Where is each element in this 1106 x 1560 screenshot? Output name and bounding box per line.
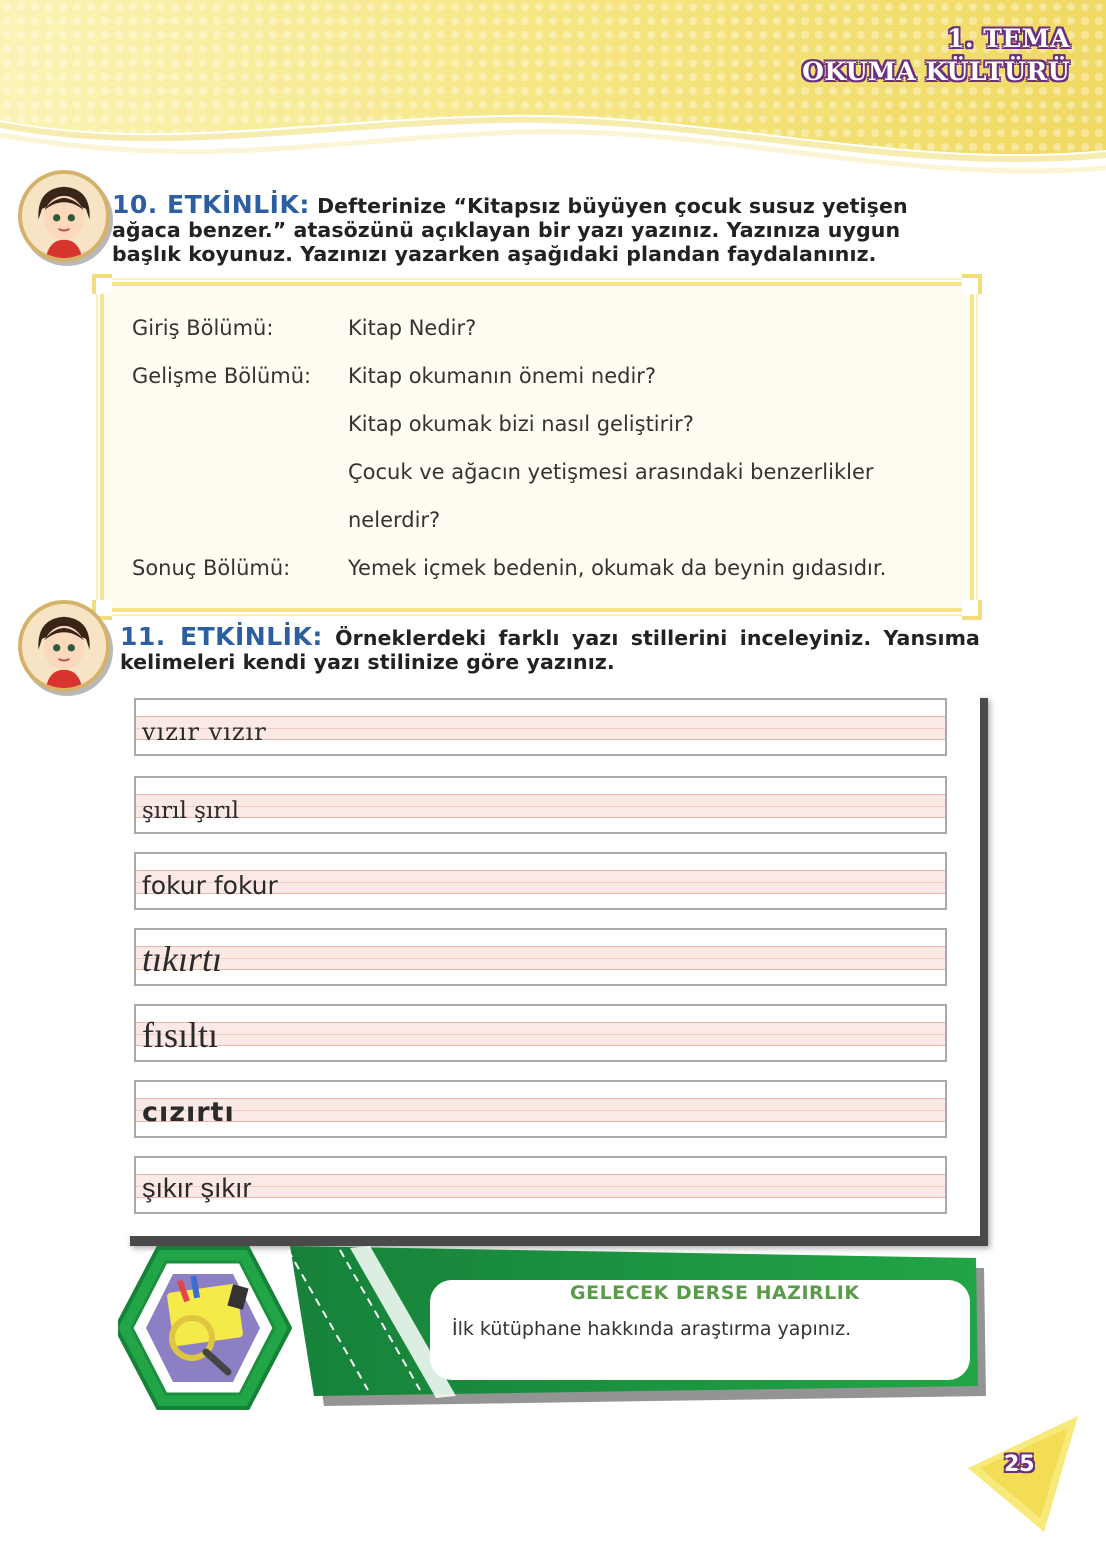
writing-line[interactable] xyxy=(134,1156,947,1214)
plan-body-question-3-cont: nelerdir? xyxy=(348,508,441,532)
word-sample: cızırtı xyxy=(142,1097,235,1128)
plan-intro-label: Giriş Bölümü: xyxy=(132,316,274,340)
word-sample: vızır vızır xyxy=(142,718,267,746)
word-sample: fokur fokur xyxy=(142,871,278,900)
plan-body-question-2: Kitap okumak bizi nasıl geliştirir? xyxy=(348,412,694,436)
theme-name: OKUMA KÜLTÜRÜ xyxy=(802,57,1070,86)
theme-title xyxy=(802,22,1070,88)
plan-body-question-3: Çocuk ve ağacın yetişmesi arasındaki benzerlikler xyxy=(348,460,874,484)
activity-10-text: Defterinize “Kitapsız büyüyen çocuk susuz yetişen ağaca benzer.” atasözünü açıklayan bir yazı yazınız. Yazınıza uygun başlık koyunuz. Yazınızı yazarken aşağıdaki plandan faydalanınız. xyxy=(112,194,908,266)
page-number: 25 xyxy=(1004,1452,1035,1477)
next-lesson-text: İlk kütüphane hakkında araştırma yapınız. xyxy=(452,1318,852,1340)
plan-body-label: Gelişme Bölümü: xyxy=(132,364,312,388)
writing-line[interactable] xyxy=(134,1004,947,1062)
writing-plan-box xyxy=(100,282,974,612)
word-sample: tıkırtı xyxy=(142,939,222,979)
plan-intro-text: Kitap Nedir? xyxy=(348,316,477,340)
writing-line[interactable] xyxy=(134,852,947,910)
word-sample: şıkır şıkır xyxy=(142,1173,252,1203)
activity-11-instruction xyxy=(120,622,980,674)
theme-number: 1. TEMA xyxy=(946,24,1070,53)
writing-line[interactable] xyxy=(134,928,947,986)
activity-11-label: 11. ETKİNLİK: xyxy=(120,622,323,651)
girl-avatar-icon xyxy=(18,600,110,692)
next-lesson-title: GELECEK DERSE HAZIRLIK xyxy=(570,1282,860,1304)
word-sample: şırıl şırıl xyxy=(142,798,240,824)
writing-line[interactable] xyxy=(134,1080,947,1138)
plan-body-question-1: Kitap okumanın önemi nedir? xyxy=(348,364,657,388)
writing-line[interactable] xyxy=(134,776,947,834)
activity-11-text: Örneklerdeki farklı yazı stillerini inceleyiniz. Yansıma kelimeleri kendi yazı stilinize göre yazınız. xyxy=(120,626,980,674)
girl-avatar-icon xyxy=(18,170,110,262)
plan-conclusion-label: Sonuç Bölümü: xyxy=(132,556,291,580)
writing-line[interactable] xyxy=(134,698,947,756)
word-sample: fısıltı xyxy=(142,1015,219,1055)
activity-10-label: 10. ETKİNLİK: xyxy=(112,190,310,219)
plan-conclusion-text: Yemek içmek bedenin, okumak da beynin gıdasıdır. xyxy=(348,556,887,580)
activity-10-instruction xyxy=(112,190,972,266)
